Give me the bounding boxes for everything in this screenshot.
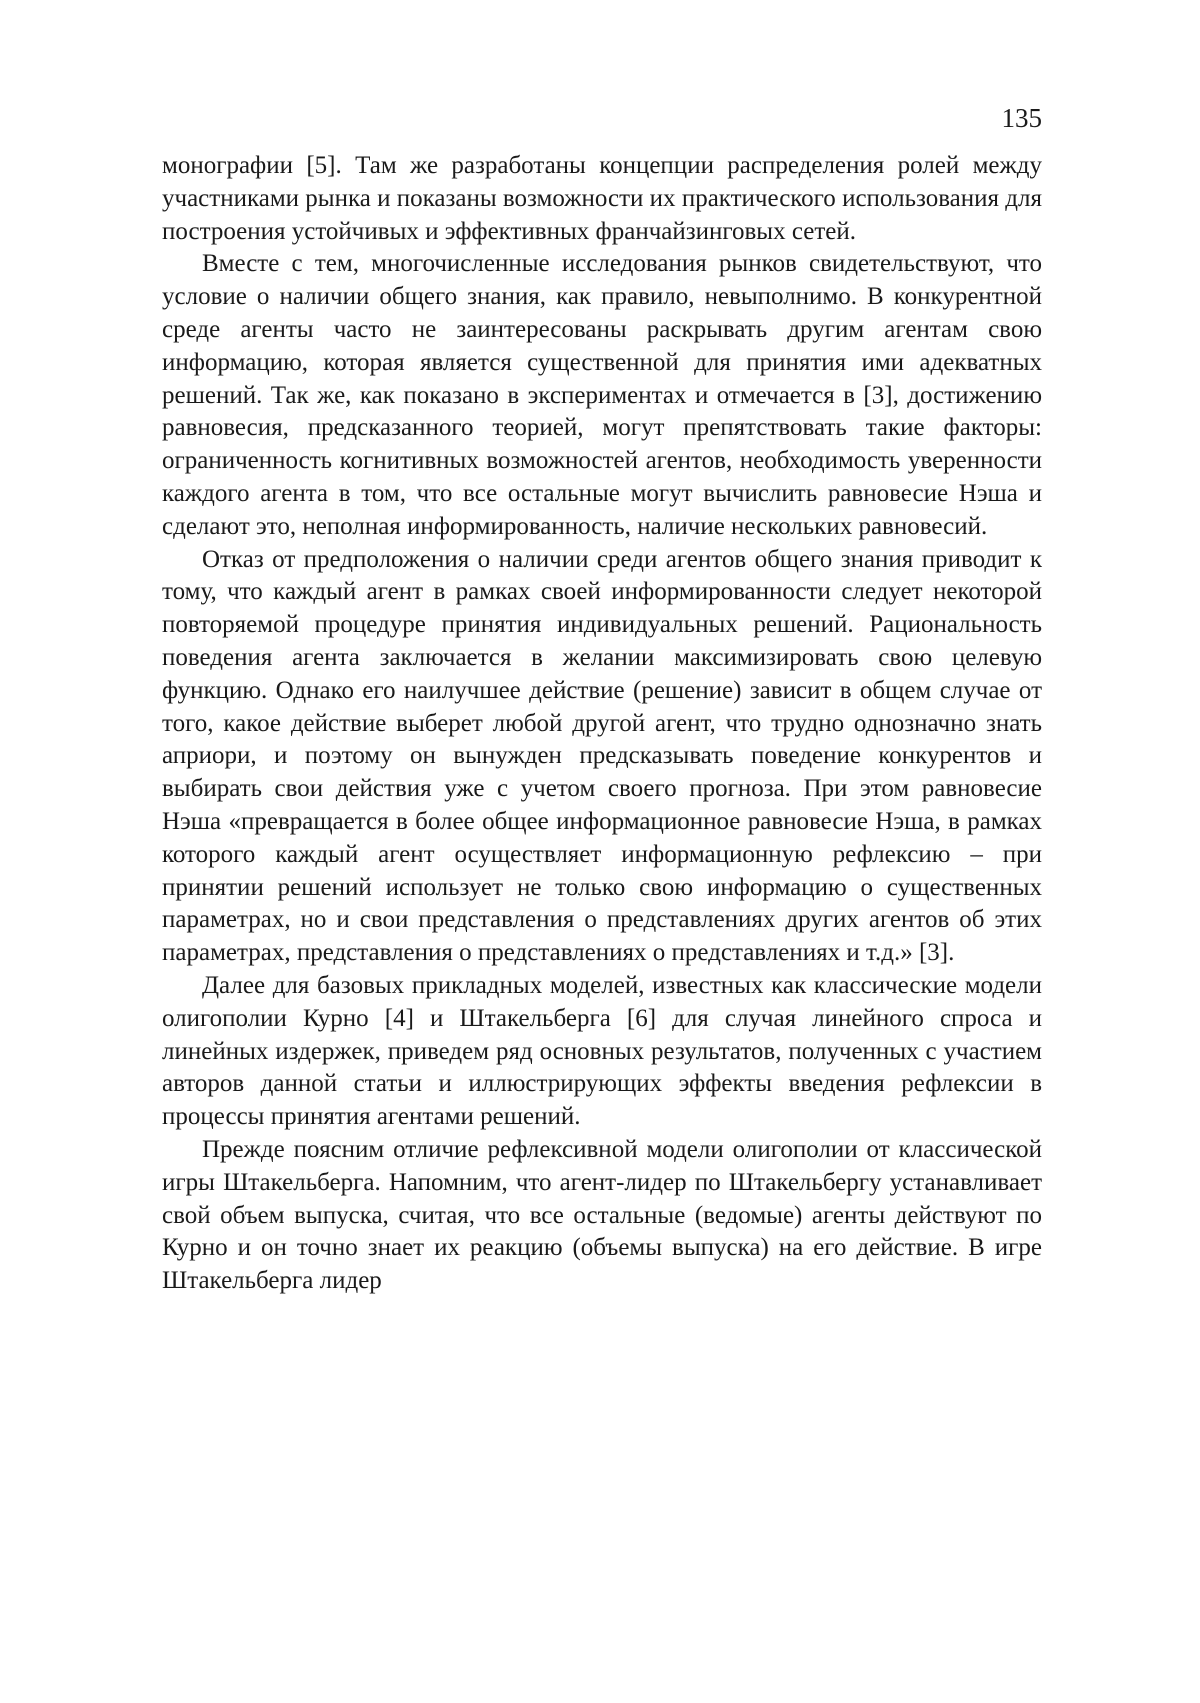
paragraph-4: Далее для базовых прикладных моделей, известных как классические модели олигополии Курно [4] и Штакельберга [6] для случая линейного спроса и линейных издержек, приведем ряд основных результатов, полученных с участием авторов данной статьи и иллюстрирующих эффекты введения рефлексии в процессы принятия агентами решений. [162,970,1042,1134]
paragraph-3: Отказ от предположения о наличии среди агентов общего знания приводит к тому, что каждый агент в рамках своей информированности следует некоторой повторяемой процедуре принятия индивидуальных решений. Рациональность поведения агента заключается в желании максимизировать свою целевую функцию. Однако его наилучшее действие (решение) зависит в общем случае от того, какое действие выберет любой другой агент, что трудно однозначно знать априори, и поэтому он вынужден предсказывать поведение конкурентов и выбирать свои действия уже с учетом своего прогноза. При этом равновесие Нэша «превращается в более общее информационное равновесие Нэша, в рамках которого каждый агент осуществляет информационную рефлексию – при принятии решений использует не только свою информацию о существенных параметрах, но и свои представления о представлениях других агентов об этих параметрах, представления о представлениях о представлениях и т.д.» [3]. [162,544,1042,970]
body-text [162,150,1042,1298]
paragraph-2: Вместе с тем, многочисленные исследования рынков свидетельствуют, что условие о наличии общего знания, как правило, невыполнимо. В конкурентной среде агенты часто не заинтересованы раскрывать другим агентам свою информацию, которая является существенной для принятия ими адекватных решений. Так же, как показано в экспериментах и отмечается в [3], достижению равновесия, предсказанного теорией, могут препятствовать такие факторы: ограниченность когнитивных возможностей агентов, необходимость уверенности каждого агента в том, что все остальные могут вычислить равновесие Нэша и сделают это, неполная информированность, наличие нескольких равновесий. [162,248,1042,543]
page-number: 135 [1002,102,1043,134]
paragraph-1: монографии [5]. Там же разработаны концепции распределения ролей между участниками рынка и показаны возможности их практического использования для построения устойчивых и эффективных франчайзинговых сетей. [162,150,1042,248]
paragraph-5: Прежде поясним отличие рефлексивной модели олигополии от классической игры Штакельберга. Напомним, что агент-лидер по Штакельбергу устанавливает свой объем выпуска, считая, что все остальные (ведомые) агенты действуют по Курно и он точно знает их реакцию (объемы выпуска) на его действие. В игре Штакельберга лидер [162,1134,1042,1298]
